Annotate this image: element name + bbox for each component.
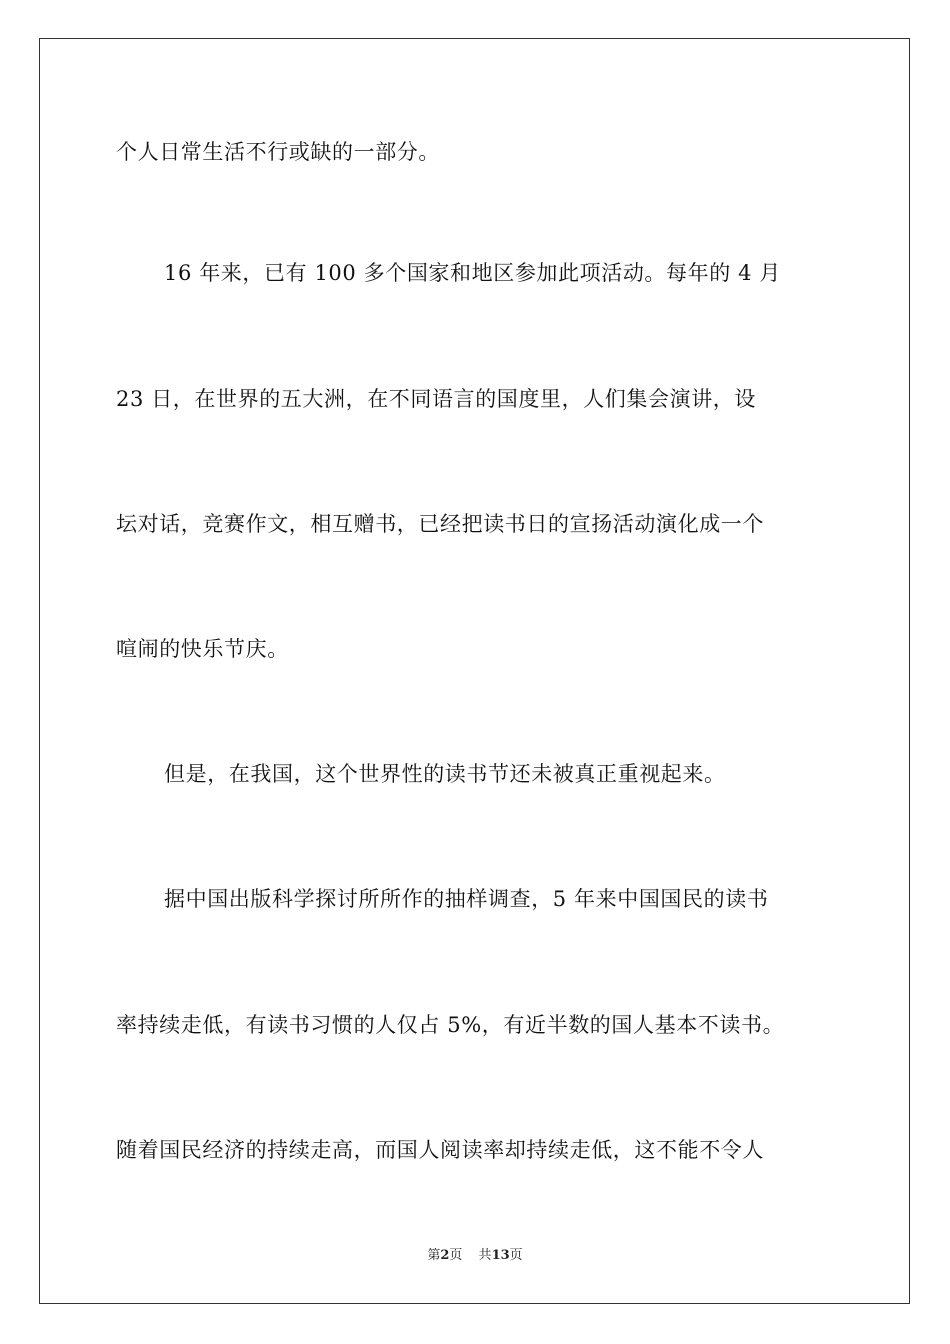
text-line-3: 23 日，在世界的五大洲，在不同语言的国度里，人们集会演讲，设 [116, 387, 756, 411]
page-border [39, 38, 910, 1304]
text-line-7: 据中国出版科学探讨所所作的抽样调查，5 年来中国国民的读书 [164, 887, 769, 911]
text-line-1: 个人日常生活不行或缺的一部分。 [116, 140, 440, 164]
text-line-6: 但是，在我国，这个世界性的读书节还未被真正重视起来。 [164, 762, 726, 786]
page-number: 第2页 [427, 1248, 463, 1263]
text-line-9: 随着国民经济的持续走高，而国人阅读率却持续走低，这不能不令人 [116, 1138, 764, 1162]
page-footer [0, 1246, 950, 1266]
text-line-8: 率持续走低，有读书习惯的人仅占 5%，有近半数的国人基本不读书。 [116, 1013, 785, 1037]
text-line-5: 喧闹的快乐节庆。 [116, 637, 289, 661]
text-line-4: 坛对话，竞赛作文，相互赠书，已经把读书日的宣扬活动演化成一个 [116, 512, 764, 536]
text-line-2: 16 年来，已有 100 多个国家和地区参加此项活动。每年的 4 月 [164, 261, 781, 285]
total-pages: 共13页 [478, 1248, 523, 1263]
